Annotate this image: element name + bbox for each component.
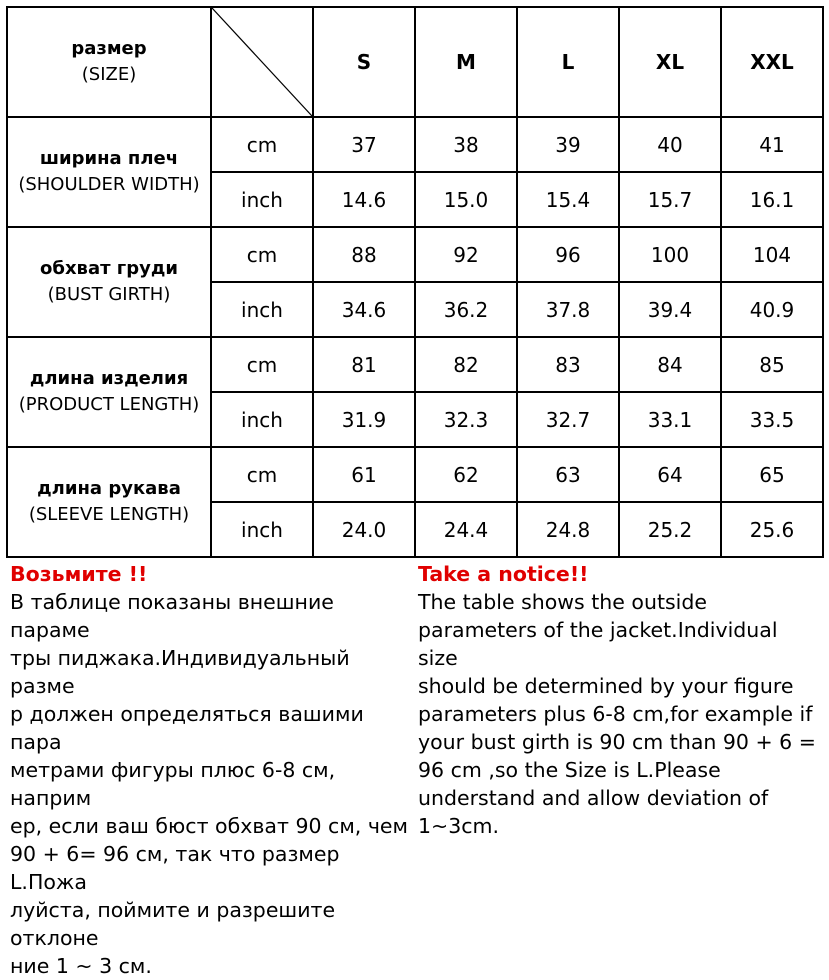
- category-cell: [7, 117, 211, 227]
- value-cell: 15.0: [415, 172, 517, 227]
- value-cell: 33.1: [619, 392, 721, 447]
- unit-cell: inch: [211, 392, 313, 447]
- value-cell: 41: [721, 117, 823, 172]
- value-cell: 92: [415, 227, 517, 282]
- size-col-s: S: [313, 7, 415, 117]
- size-header-ru: размер: [71, 38, 147, 59]
- size-col-l: L: [517, 7, 619, 117]
- size-header-en: (SIZE): [81, 64, 137, 85]
- unit-cell: cm: [211, 337, 313, 392]
- value-cell: 24.8: [517, 502, 619, 557]
- value-cell: 36.2: [415, 282, 517, 337]
- table-row: [7, 117, 823, 172]
- category-name-en: (PRODUCT LENGTH): [18, 394, 200, 415]
- value-cell: 100: [619, 227, 721, 282]
- value-cell: 25.2: [619, 502, 721, 557]
- notice-ru-body: В таблице показаны внешние параме тры пиджака.Индивидуальный разме р должен определяться вашими пара метрами фигуры плюс 6-8 см, наприм ер, если ваш бюст обхват 90 см, чем 90 + 6= 96 см, так что размер L.Пожа луйста, поймите и разрешите отклоне ние 1 ~ 3 см.: [10, 590, 409, 978]
- table-row: [7, 337, 823, 392]
- unit-cell: inch: [211, 502, 313, 557]
- value-cell: 15.4: [517, 172, 619, 227]
- value-cell: 40: [619, 117, 721, 172]
- notice-ru: [10, 560, 410, 980]
- value-cell: 65: [721, 447, 823, 502]
- table-row: [7, 447, 823, 502]
- unit-cell: inch: [211, 172, 313, 227]
- notice-en-title: Take a notice!!: [418, 562, 589, 586]
- value-cell: 33.5: [721, 392, 823, 447]
- notice-ru-title: Возьмите !!: [10, 562, 148, 586]
- header-row: [7, 7, 823, 117]
- category-name-en: (SLEEVE LENGTH): [28, 504, 190, 525]
- value-cell: 82: [415, 337, 517, 392]
- category-cell: [7, 447, 211, 557]
- value-cell: 15.7: [619, 172, 721, 227]
- category-name-ru: ширина плеч: [39, 148, 179, 169]
- size-col-xl: XL: [619, 7, 721, 117]
- category-name-en: (SHOULDER WIDTH): [18, 174, 200, 195]
- diagonal-corner-cell: [211, 7, 313, 117]
- value-cell: 83: [517, 337, 619, 392]
- value-cell: 39: [517, 117, 619, 172]
- value-cell: 14.6: [313, 172, 415, 227]
- category-name-ru: обхват груди: [40, 258, 178, 279]
- value-cell: 61: [313, 447, 415, 502]
- category-cell: [7, 337, 211, 447]
- value-cell: 37.8: [517, 282, 619, 337]
- value-cell: 25.6: [721, 502, 823, 557]
- value-cell: 24.0: [313, 502, 415, 557]
- value-cell: 34.6: [313, 282, 415, 337]
- unit-cell: cm: [211, 447, 313, 502]
- value-cell: 31.9: [313, 392, 415, 447]
- size-col-xxl: XXL: [721, 7, 823, 117]
- unit-cell: cm: [211, 227, 313, 282]
- category-cell: [7, 227, 211, 337]
- category-name-ru: длина изделия: [29, 368, 189, 389]
- size-col-m: M: [415, 7, 517, 117]
- unit-cell: cm: [211, 117, 313, 172]
- value-cell: 84: [619, 337, 721, 392]
- value-cell: 40.9: [721, 282, 823, 337]
- value-cell: 38: [415, 117, 517, 172]
- value-cell: 24.4: [415, 502, 517, 557]
- value-cell: 81: [313, 337, 415, 392]
- value-cell: 85: [721, 337, 823, 392]
- value-cell: 96: [517, 227, 619, 282]
- value-cell: 37: [313, 117, 415, 172]
- value-cell: 88: [313, 227, 415, 282]
- value-cell: 16.1: [721, 172, 823, 227]
- diagonal-line: [212, 8, 312, 116]
- notice-en-body: The table shows the outside parameters of the jacket.Individual size should be determined by your figure parameters plus 6-8 cm,for example if your bust girth is 90 cm than 90 + 6 = 96 cm ,so the Size is L.Please understand and allow deviation of 1~3cm.: [418, 590, 816, 838]
- value-cell: 64: [619, 447, 721, 502]
- notice-en: [418, 560, 823, 840]
- value-cell: 104: [721, 227, 823, 282]
- value-cell: 39.4: [619, 282, 721, 337]
- table-row: [7, 227, 823, 282]
- unit-cell: inch: [211, 282, 313, 337]
- value-cell: 63: [517, 447, 619, 502]
- size-chart-table: [6, 6, 824, 558]
- category-name-ru: длина рукава: [37, 478, 181, 499]
- category-name-en: (BUST GIRTH): [47, 284, 171, 305]
- value-cell: 32.3: [415, 392, 517, 447]
- size-header-cell: [7, 7, 211, 117]
- value-cell: 32.7: [517, 392, 619, 447]
- value-cell: 62: [415, 447, 517, 502]
